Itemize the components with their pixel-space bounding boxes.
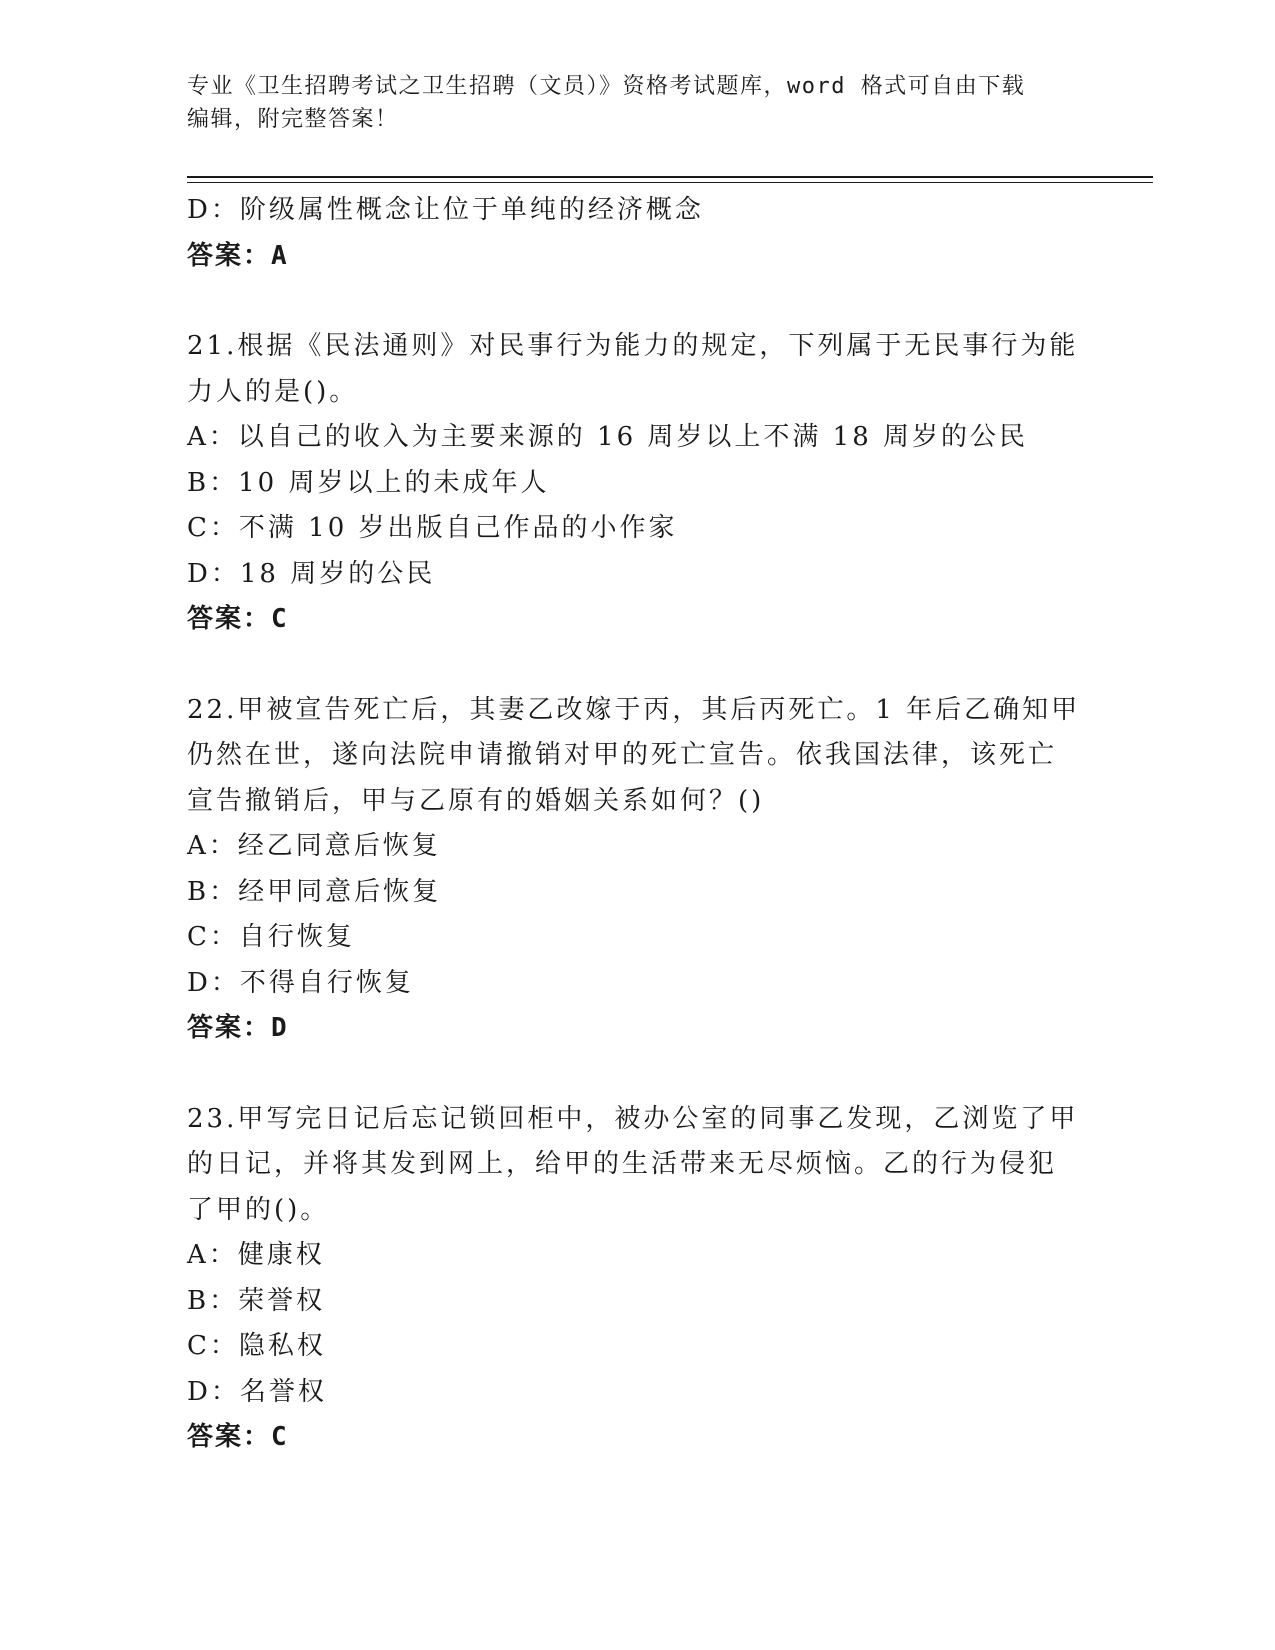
prev-answer	[187, 234, 1087, 280]
answer-label: 答案：	[187, 1422, 272, 1452]
question-21	[187, 324, 1087, 643]
answer-value: C	[271, 1422, 289, 1452]
question-22	[187, 688, 1087, 1052]
option-b: B：经甲同意后恢复	[187, 876, 442, 907]
option-c: C：不满 10 岁出版自己作品的小作家	[187, 513, 678, 543]
header-rule-thin	[187, 182, 1153, 183]
answer-label: 答案：	[187, 240, 272, 271]
question-23	[187, 1097, 1087, 1461]
question-stem-line: 21.根据《民法通则》对民事行为能力的规定，下列属于无民事行为能	[187, 331, 1079, 361]
option-b: B：10 周岁以上的未成年人	[187, 467, 550, 498]
option-d: D：名誉权	[187, 1376, 327, 1407]
question-stem-line: 宣告撤销后，甲与乙原有的婚姻关系如何？()	[187, 785, 765, 816]
question-stem-line: 23.甲写完日记后忘记锁回柜中，被办公室的同事乙发现，乙浏览了甲	[187, 1103, 1079, 1134]
option-a: A：以自己的收入为主要来源的 16 周岁以上不满 18 周岁的公民	[187, 422, 1029, 452]
option-d: D：18 周岁的公民	[187, 558, 436, 589]
option-b: B：荣誉权	[187, 1285, 326, 1316]
answer-value: A	[271, 240, 289, 271]
answer-label: 答案：	[187, 604, 272, 634]
question-stem-line: 仍然在世，遂向法院申请撤销对甲的死亡宣告。依我国法律，该死亡	[187, 740, 1058, 770]
question-stem-line: 力人的是()。	[187, 376, 359, 407]
option-a: A：经乙同意后恢复	[187, 831, 441, 861]
answer-label: 答案：	[187, 1013, 272, 1043]
option-c: C：自行恢复	[187, 922, 355, 952]
answer	[187, 1006, 1087, 1052]
question-stem-line: 22.甲被宣告死亡后，其妻乙改嫁于丙，其后丙死亡。1 年后乙确知甲	[187, 694, 1081, 725]
question-stem-line: 了甲的()。	[187, 1194, 330, 1225]
option-a: A：健康权	[187, 1240, 325, 1270]
header-line-2: 编辑，附完整答案！	[187, 107, 399, 132]
answer	[187, 1415, 1087, 1461]
page-header	[187, 70, 1087, 136]
answer-value: D	[271, 1013, 289, 1043]
header-rule-thick	[187, 176, 1153, 178]
option-d: D：不得自行恢复	[187, 967, 414, 998]
question-list	[187, 188, 1087, 1461]
answer	[187, 597, 1087, 643]
question-stem-line: 的日记，并将其发到网上，给甲的生活带来无尽烦恼。乙的行为侵犯	[187, 1149, 1058, 1179]
answer-value: C	[271, 604, 289, 634]
option-c: C：隐私权	[187, 1331, 326, 1361]
prev-option-d: D：阶级属性概念让位于单纯的经济概念	[187, 195, 704, 225]
header-line-1: 专业《卫生招聘考试之卫生招聘（文员）》资格考试题库，word 格式可自由下载	[187, 74, 1026, 99]
